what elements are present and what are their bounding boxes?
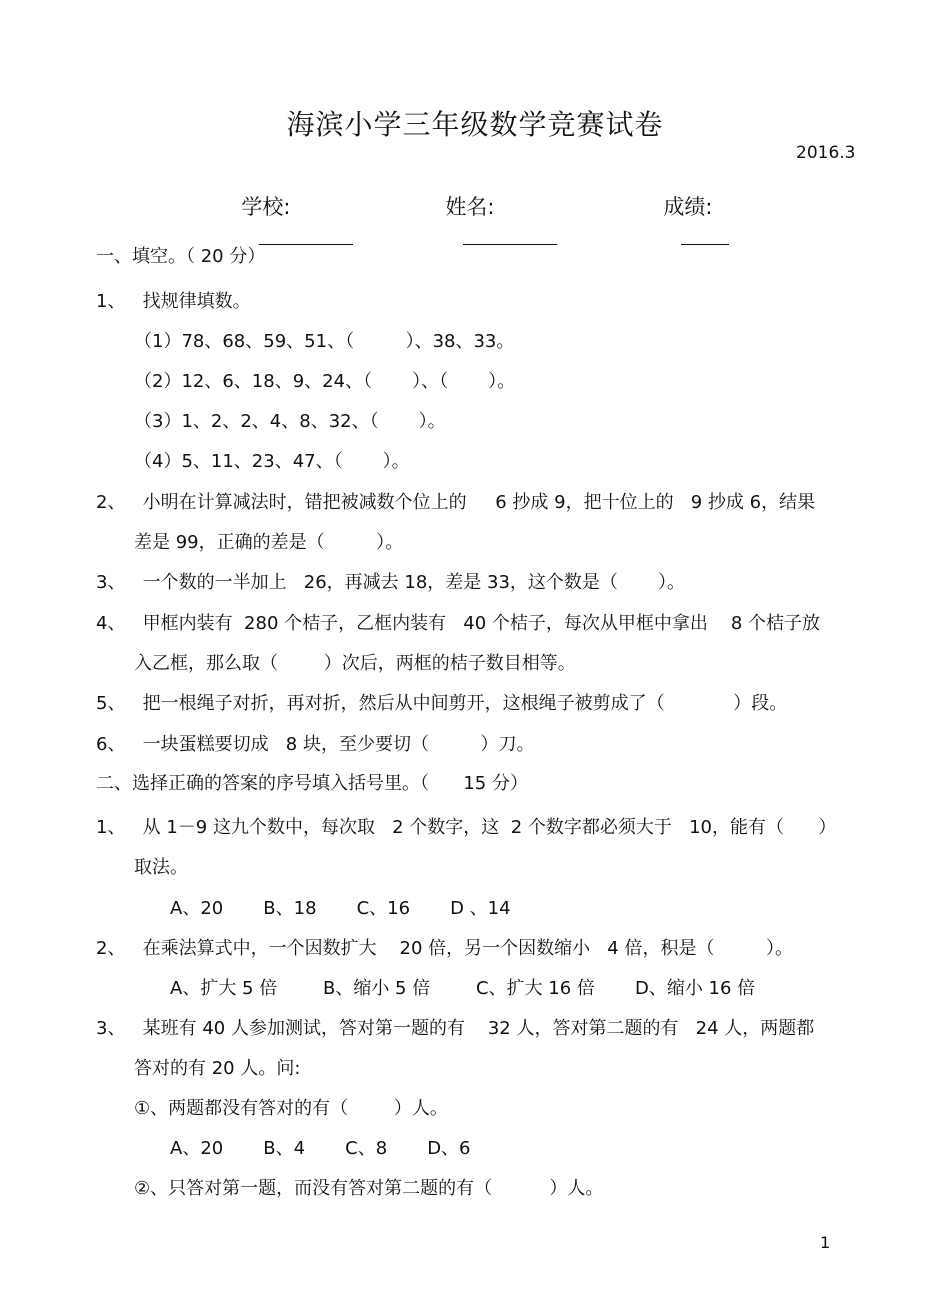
text-line: （2）12、6、18、9、24、（ ）、（ ）。 [134,371,516,392]
text-line: 5、 把一根绳子对折，再对折，然后从中间剪开，这根绳子被剪成了（ ）段。 [96,693,788,714]
text-line: 2、 小明在计算减法时，错把被减数个位上的 6 抄成 9，把十位上的 9 抄成 6，结果 [96,492,816,513]
score-label: 成绩: [663,195,713,219]
text-line: 差是 99，正确的差是（ ）。 [134,532,404,553]
exam-date: 2016.3 [796,143,856,163]
school-field [228,167,353,245]
text-line: ①、两题都没有答对的有（ ）人。 [134,1098,448,1119]
text-line: 3、 某班有 40 人参加测试，答对第一题的有 32 人，答对第二题的有 24 人，两题都 [96,1018,815,1039]
text-line: （1）78、68、59、51、（ ）、38、33。 [134,331,515,352]
text-line: 二、选择正确的答案的序号填入括号里。（ 15 分） [96,773,528,794]
text-line: 取法。 [134,857,188,878]
text-line: （3）1、2、2、4、8、32、（ ）。 [134,411,446,432]
text-line: A、20 B、4 C、8 D、6 [170,1138,471,1159]
name-blank[interactable] [463,224,557,245]
score-blank[interactable] [681,224,729,245]
page-number: 1 [820,1233,831,1252]
text-line: A、扩大 5 倍 B、缩小 5 倍 C、扩大 16 倍 D、缩小 16 倍 [170,978,756,999]
school-label: 学校: [241,195,291,219]
text-line: A、20 B、18 C、16 D 、14 [170,898,511,919]
text-line: 3、 一个数的一半加上 26，再减去 18，差是 33，这个数是（ ）。 [96,572,685,593]
page-title: 海滨小学三年级数学竞赛试卷 [286,108,664,141]
text-line: 1、 找规律填数。 [96,291,251,312]
text-line: ②、只答对第一题，而没有答对第二题的有（ ）人。 [134,1178,604,1199]
text-line: 2、 在乘法算式中，一个因数扩大 20 倍，另一个因数缩小 4 倍，积是（ ）。 [96,938,793,959]
text-line: 6、 一块蛋糕要切成 8 块，至少要切（ ）刀。 [96,734,535,755]
text-line: 一、填空。（ 20 分） [96,246,266,267]
name-field [432,167,557,245]
text-line: 4、 甲框内装有 280 个桔子，乙框内装有 40 个桔子，每次从甲框中拿出 8 个桔子放 [96,613,820,634]
text-line: 入乙框，那么取（ ）次后，两框的桔子数目相等。 [134,653,576,674]
text-line: （4）5、11、23、47、（ ）。 [134,451,410,472]
name-label: 姓名: [445,195,495,219]
text-line: 1、 从 1－9 这九个数中，每次取 2 个数字，这 2 个数字都必须大于 10，能有（ ） [96,817,837,838]
text-line: 答对的有 20 人。问: [134,1058,301,1079]
school-blank[interactable] [259,224,353,245]
score-field [650,167,729,245]
